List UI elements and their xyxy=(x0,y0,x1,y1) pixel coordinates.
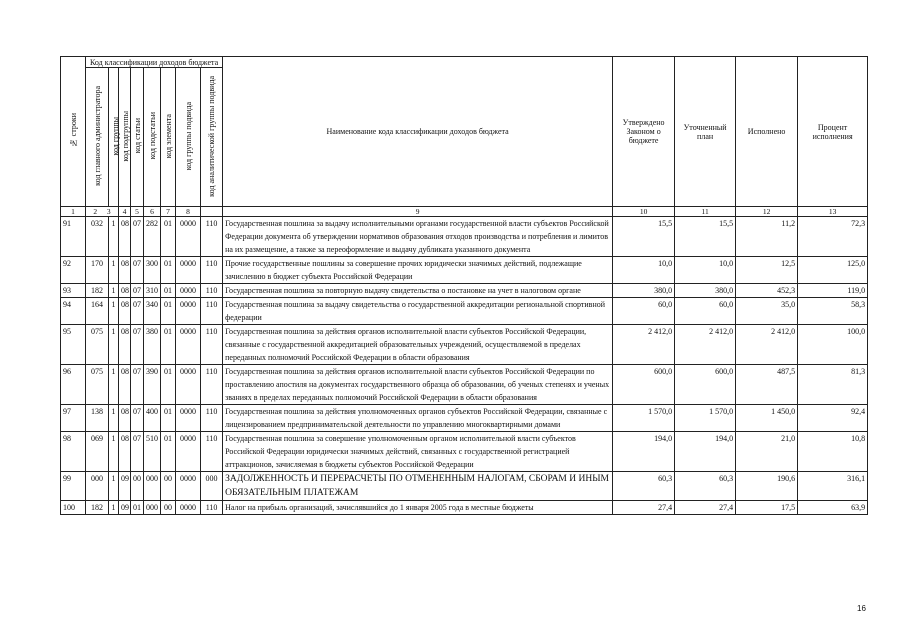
table-row xyxy=(61,298,868,325)
refined-value-cell: 10,0 xyxy=(675,257,736,284)
code-cell: 000 xyxy=(144,472,161,501)
code-cell: 1 xyxy=(109,325,119,365)
refined-value-cell: 2 412,0 xyxy=(675,325,736,365)
percent-value-cell: 316,1 xyxy=(798,472,868,501)
executed-value-cell: 487,5 xyxy=(736,365,798,405)
refined-value-cell: 194,0 xyxy=(675,432,736,472)
approved-value-cell: 380,0 xyxy=(613,284,675,298)
approved-value-cell: 600,0 xyxy=(613,365,675,405)
code-cell: 07 xyxy=(131,284,144,298)
code-cell: 08 xyxy=(119,298,131,325)
row-number-header: № строки xyxy=(61,57,86,207)
code-cell: 07 xyxy=(131,365,144,405)
page-number: 16 xyxy=(857,604,866,613)
code-cell: 380 xyxy=(144,325,161,365)
code-cell: 164 xyxy=(86,298,109,325)
code-cell: 1 xyxy=(109,501,119,515)
code-cell: 0000 xyxy=(176,405,201,432)
code-cell: 1 xyxy=(109,365,119,405)
row-number-cell: 93 xyxy=(61,284,86,298)
column-number-2: 2 3 xyxy=(86,207,119,217)
column-number: 6 xyxy=(144,207,161,217)
code-cell: 01 xyxy=(161,365,176,405)
code-cell: 00 xyxy=(131,472,144,501)
revenue-name-cell: Государственная пошлина за совершение уполномоченным органом исполнительной власти субъектов Российской Федерации юридически значимых действий, связанных с государственной регистрацией аттракционов, зачисляемая в бюджеты субъектов Российской Федерации xyxy=(223,432,613,472)
code-cell: 0000 xyxy=(176,284,201,298)
row-number-cell: 94 xyxy=(61,298,86,325)
code-cell: 110 xyxy=(201,284,223,298)
code-cell: 1 xyxy=(109,432,119,472)
approved-value-cell: 27,4 xyxy=(613,501,675,515)
code-cell: 01 xyxy=(161,284,176,298)
code-cell: 182 xyxy=(86,501,109,515)
code-cell: 07 xyxy=(131,325,144,365)
code-cell: 08 xyxy=(119,405,131,432)
code-cell: 08 xyxy=(119,325,131,365)
budget-revenue-table xyxy=(60,56,868,515)
code-cell: 110 xyxy=(201,298,223,325)
code-cell: 01 xyxy=(161,217,176,257)
executed-value-cell: 21,0 xyxy=(736,432,798,472)
code-header-analytic-group: код аналитической группы подвида xyxy=(201,68,223,207)
code-header-subtype-group: код группы подвида xyxy=(176,68,201,207)
code-cell: 01 xyxy=(161,432,176,472)
approved-value-cell: 2 412,0 xyxy=(613,325,675,365)
code-cell: 08 xyxy=(119,432,131,472)
code-cell: 01 xyxy=(161,298,176,325)
code-cell: 07 xyxy=(131,298,144,325)
code-cell: 07 xyxy=(131,432,144,472)
code-cell: 000 xyxy=(144,501,161,515)
row-number-cell: 100 xyxy=(61,501,86,515)
revenue-name-cell: Государственная пошлина за повторную выдачу свидетельства о постановке на учет в налоговом органе xyxy=(223,284,613,298)
code-cell: 0000 xyxy=(176,432,201,472)
column-number: 8 xyxy=(176,207,201,217)
code-cell: 069 xyxy=(86,432,109,472)
revenue-name-cell: Налог на прибыль организаций, зачислявшийся до 1 января 2005 года в местные бюджеты xyxy=(223,501,613,515)
approved-value-cell: 60,0 xyxy=(613,298,675,325)
column-number: 4 xyxy=(119,207,131,217)
approved-value-cell: 10,0 xyxy=(613,257,675,284)
code-cell: 00 xyxy=(161,472,176,501)
code-cell: 1 xyxy=(109,284,119,298)
percent-value-cell: 125,0 xyxy=(798,257,868,284)
column-number: 9 xyxy=(223,207,613,217)
name-header: Наименование кода классификации доходов бюджета xyxy=(223,57,613,207)
revenue-name-cell: Государственная пошлина за выдачу свидетельства о государственной аккредитации региональной спортивной федерации xyxy=(223,298,613,325)
refined-plan-header: Уточненный план xyxy=(675,57,736,207)
code-cell: 07 xyxy=(131,405,144,432)
table-body xyxy=(61,207,868,515)
revenue-name-cell: Государственная пошлина за действия органов исполнительной власти субъектов Российской Федерации по проставлению апостиля на документах государственного образца об образовании, об ученых степенях и ученых званиях в пределах переданных полномочий Российской Федерации в области образования xyxy=(223,365,613,405)
percent-value-cell: 119,0 xyxy=(798,284,868,298)
percent-value-cell: 81,3 xyxy=(798,365,868,405)
revenue-name-cell: Государственная пошлина за выдачу исполнительными органами государственной власти субъектов Российской Федерации документа об утверждении нормативов образования отходов производства и потребления и лимитов на их размещение, а также за переоформление и выдачу дубликата указанного документа xyxy=(223,217,613,257)
executed-value-cell: 2 412,0 xyxy=(736,325,798,365)
executed-value-cell: 35,0 xyxy=(736,298,798,325)
code-cell: 000 xyxy=(86,472,109,501)
revenue-name-cell: Прочие государственные пошлины за совершение прочих юридически значимых действий, подлежащие зачислению в бюджет субъекта Российской Федерации xyxy=(223,257,613,284)
code-cell: 138 xyxy=(86,405,109,432)
code-cell: 300 xyxy=(144,257,161,284)
code-cell: 1 xyxy=(109,298,119,325)
table-row xyxy=(61,501,868,515)
code-cell: 075 xyxy=(86,365,109,405)
table-row xyxy=(61,257,868,284)
executed-value-cell: 12,5 xyxy=(736,257,798,284)
executed-value-cell: 190,6 xyxy=(736,472,798,501)
executed-value-cell: 17,5 xyxy=(736,501,798,515)
code-header-subarticle: код подстатьи xyxy=(144,68,161,207)
code-cell: 0000 xyxy=(176,501,201,515)
revenue-name-cell: ЗАДОЛЖЕННОСТЬ И ПЕРЕРАСЧЕТЫ ПО ОТМЕНЕННЫМ НАЛОГАМ, СБОРАМ И ИНЫМ ОБЯЗАТЕЛЬНЫМ ПЛАТЕЖАМ xyxy=(223,472,613,501)
approved-value-cell: 15,5 xyxy=(613,217,675,257)
percent-header: Процент исполнения xyxy=(798,57,868,207)
approved-value-cell: 60,3 xyxy=(613,472,675,501)
code-cell: 09 xyxy=(119,472,131,501)
column-number: 1 xyxy=(61,207,86,217)
code-cell: 07 xyxy=(131,217,144,257)
revenue-name-cell: Государственная пошлина за действия органов исполнительной власти субъектов Российской Федерации, связанные с государственной аккредитацией образовательных учреждений, осуществляемой в пределах переданных полномочий Российской Федерации в области образования xyxy=(223,325,613,365)
approved-value-cell: 1 570,0 xyxy=(613,405,675,432)
code-cell: 1 xyxy=(109,257,119,284)
code-cell: 110 xyxy=(201,405,223,432)
code-cell: 01 xyxy=(131,501,144,515)
column-number: 12 xyxy=(736,207,798,217)
row-number-cell: 91 xyxy=(61,217,86,257)
code-cell: 0000 xyxy=(176,365,201,405)
table-row xyxy=(61,472,868,501)
code-cell: 110 xyxy=(201,501,223,515)
revenue-name-cell: Государственная пошлина за действия уполномоченных органов субъектов Российской Федерации, связанные с лицензированием предпринимательской деятельности по управлению многоквартирными домами xyxy=(223,405,613,432)
refined-value-cell: 60,0 xyxy=(675,298,736,325)
refined-value-cell: 27,4 xyxy=(675,501,736,515)
code-header-element: код элемента xyxy=(161,68,176,207)
code-cell: 01 xyxy=(161,325,176,365)
code-cell: 282 xyxy=(144,217,161,257)
approved-value-cell: 194,0 xyxy=(613,432,675,472)
code-cell: 0000 xyxy=(176,298,201,325)
code-cell: 08 xyxy=(119,257,131,284)
code-cell: 110 xyxy=(201,325,223,365)
table-row xyxy=(61,432,868,472)
column-number: 11 xyxy=(675,207,736,217)
row-number-cell: 95 xyxy=(61,325,86,365)
row-number-cell: 97 xyxy=(61,405,86,432)
table-row xyxy=(61,365,868,405)
row-number-cell: 96 xyxy=(61,365,86,405)
code-cell: 032 xyxy=(86,217,109,257)
code-cell: 09 xyxy=(119,501,131,515)
column-number: 10 xyxy=(613,207,675,217)
code-cell: 110 xyxy=(201,365,223,405)
percent-value-cell: 72,3 xyxy=(798,217,868,257)
code-cell: 00 xyxy=(161,501,176,515)
code-header-group: код группы xyxy=(109,68,119,207)
column-number xyxy=(201,207,223,217)
code-header-admin: код главного администратора xyxy=(86,68,109,207)
code-cell: 08 xyxy=(119,284,131,298)
table-row xyxy=(61,284,868,298)
column-number: 5 xyxy=(131,207,144,217)
refined-value-cell: 1 570,0 xyxy=(675,405,736,432)
percent-value-cell: 58,3 xyxy=(798,298,868,325)
percent-value-cell: 63,9 xyxy=(798,501,868,515)
percent-value-cell: 100,0 xyxy=(798,325,868,365)
code-cell: 1 xyxy=(109,405,119,432)
refined-value-cell: 60,3 xyxy=(675,472,736,501)
table-row xyxy=(61,325,868,365)
percent-value-cell: 92,4 xyxy=(798,405,868,432)
code-cell: 08 xyxy=(119,365,131,405)
code-cell: 1 xyxy=(109,217,119,257)
code-cell: 390 xyxy=(144,365,161,405)
code-cell: 1 xyxy=(109,472,119,501)
refined-value-cell: 15,5 xyxy=(675,217,736,257)
table-row xyxy=(61,405,868,432)
code-cell: 310 xyxy=(144,284,161,298)
percent-value-cell: 10,8 xyxy=(798,432,868,472)
executed-value-cell: 1 450,0 xyxy=(736,405,798,432)
executed-header: Исполнено xyxy=(736,57,798,207)
row-number-cell: 98 xyxy=(61,432,86,472)
code-cell: 510 xyxy=(144,432,161,472)
code-cell: 075 xyxy=(86,325,109,365)
table-row xyxy=(61,217,868,257)
code-cell: 182 xyxy=(86,284,109,298)
code-cell: 400 xyxy=(144,405,161,432)
code-cell: 110 xyxy=(201,217,223,257)
refined-value-cell: 380,0 xyxy=(675,284,736,298)
column-number: 13 xyxy=(798,207,868,217)
code-cell: 110 xyxy=(201,257,223,284)
code-cell: 01 xyxy=(161,257,176,284)
classification-code-header: Код классификации доходов бюджета xyxy=(86,57,223,68)
code-cell: 07 xyxy=(131,257,144,284)
code-cell: 0000 xyxy=(176,325,201,365)
row-number-cell: 92 xyxy=(61,257,86,284)
column-number: 7 xyxy=(161,207,176,217)
code-cell: 340 xyxy=(144,298,161,325)
column-number-row xyxy=(61,207,868,217)
code-cell: 110 xyxy=(201,432,223,472)
executed-value-cell: 452,3 xyxy=(736,284,798,298)
code-cell: 000 xyxy=(201,472,223,501)
code-header-article: код статьи xyxy=(131,68,144,207)
executed-value-cell: 11,2 xyxy=(736,217,798,257)
code-cell: 01 xyxy=(161,405,176,432)
code-header-subgroup: код подгруппы xyxy=(119,68,131,207)
code-cell: 0000 xyxy=(176,472,201,501)
code-cell: 170 xyxy=(86,257,109,284)
approved-header: Утверждено Законом о бюджете xyxy=(613,57,675,207)
code-cell: 0000 xyxy=(176,217,201,257)
code-cell: 0000 xyxy=(176,257,201,284)
code-cell: 08 xyxy=(119,217,131,257)
refined-value-cell: 600,0 xyxy=(675,365,736,405)
row-number-cell: 99 xyxy=(61,472,86,501)
